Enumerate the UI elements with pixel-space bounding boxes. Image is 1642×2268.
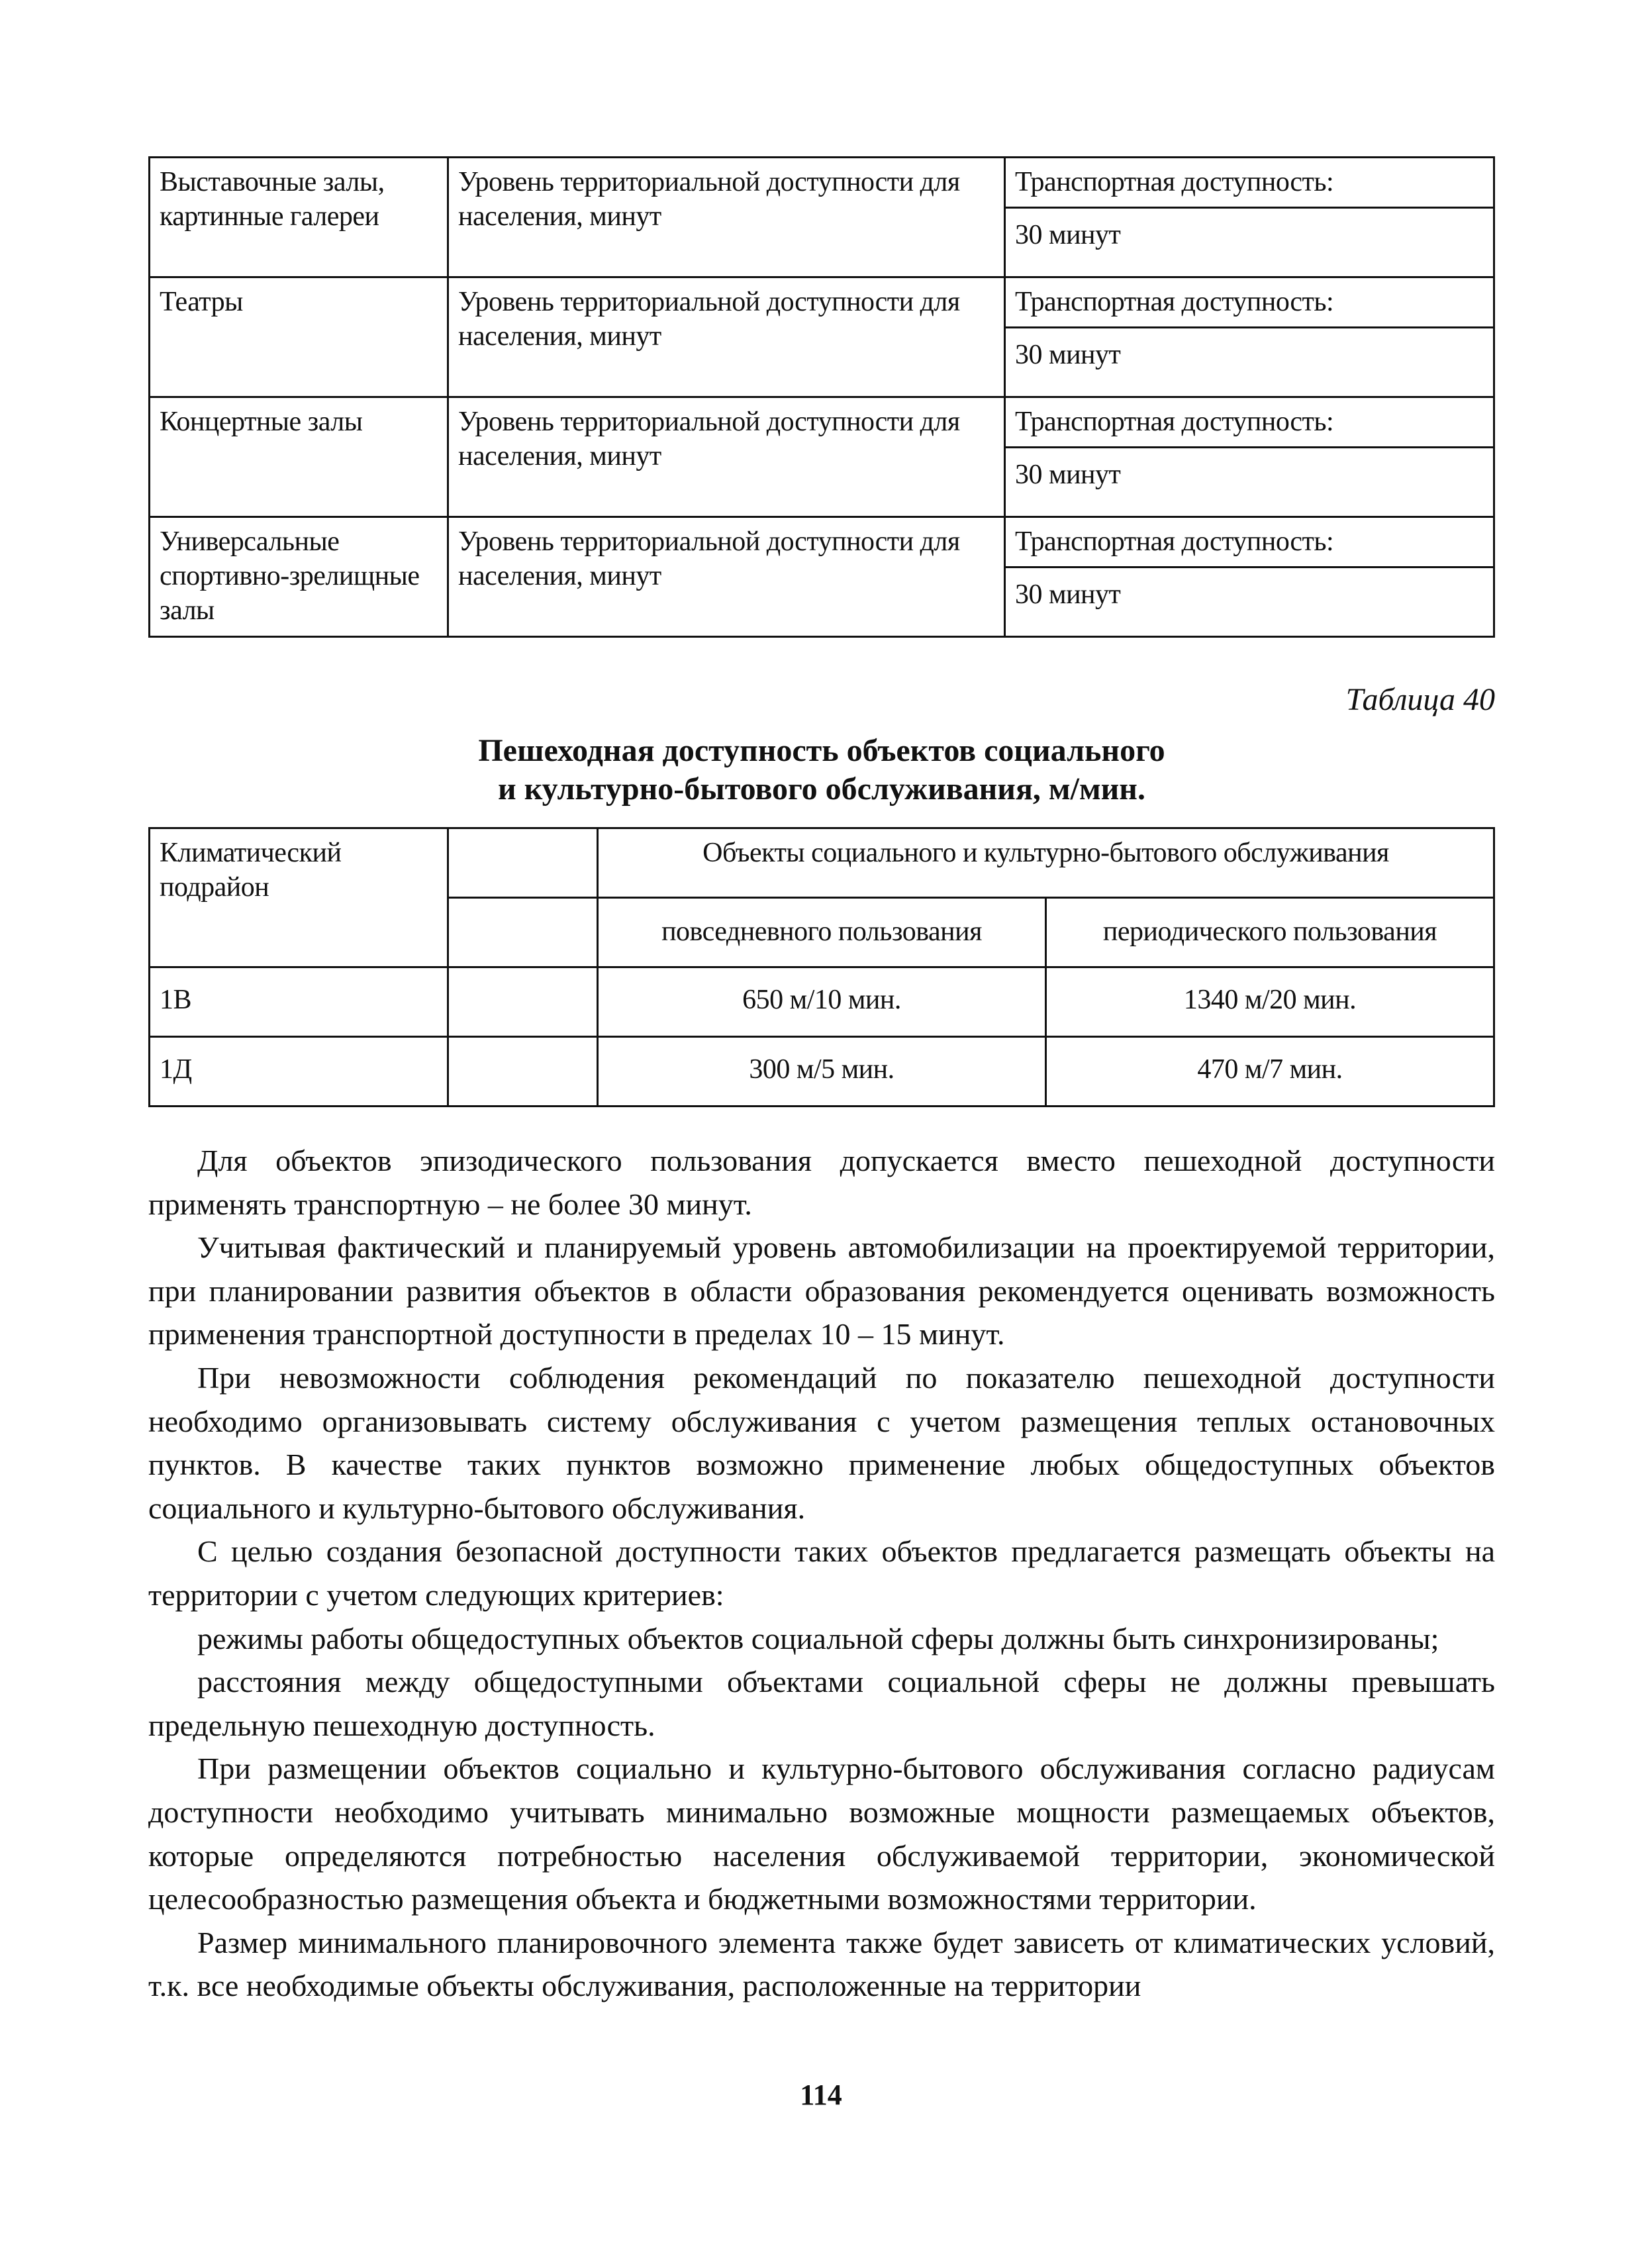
table-title-line: и культурно-бытового обслуживания, м/мин.	[498, 771, 1145, 807]
table-row	[150, 397, 1494, 448]
label-cell: Транспортная доступность:	[1005, 277, 1494, 328]
value-cell: 30 минут	[1005, 208, 1494, 277]
table-title-line: Пешеходная доступность объектов социального	[478, 733, 1165, 768]
header-blank	[448, 898, 598, 967]
daily-cell: 650 м/10 мин.	[598, 967, 1046, 1037]
table-row	[150, 967, 1494, 1037]
object-cell: Выставочные залы, картинные галереи	[150, 158, 448, 277]
paragraph: С целью создания безопасной доступности таких объектов предлагается размещать объекты на территории с учетом следующих критериев:	[148, 1534, 1495, 1612]
blank-cell	[448, 1037, 598, 1107]
accessibility-table-continued	[148, 156, 1495, 638]
header-blank	[448, 828, 598, 898]
pedestrian-accessibility-table	[148, 827, 1495, 1107]
table-row	[150, 517, 1494, 567]
periodic-cell: 1340 м/20 мин.	[1046, 967, 1494, 1037]
paragraph: режимы работы общедоступных объектов социальной сферы должны быть синхронизированы;	[197, 1621, 1439, 1655]
table-row	[150, 1037, 1494, 1107]
table-row	[150, 158, 1494, 208]
blank-cell	[448, 967, 598, 1037]
paragraph: Размер минимального планировочного элемента также будет зависеть от климатических условий, т.к. все необходимые объекты обслуживания, расположенные на территории	[148, 1925, 1495, 2003]
paragraph: расстояния между общедоступными объектами социальной сферы не должны превышать предельную пешеходную доступность.	[148, 1665, 1495, 1742]
table-caption: Таблица 40	[1345, 682, 1495, 717]
value-cell: 30 минут	[1005, 328, 1494, 397]
paragraph: Учитывая фактический и планируемый уровень автомобилизации на проектируемой территории, при планировании развития объектов в области образования рекомендуется оценивать возможность применения транспортной доступности в пределах 10 – 15 минут.	[148, 1230, 1495, 1352]
subregion-cell: 1В	[150, 967, 448, 1037]
value-cell: 30 минут	[1005, 567, 1494, 637]
periodic-cell: 470 м/7 мин.	[1046, 1037, 1494, 1107]
table-header-row	[150, 828, 1494, 898]
label-cell: Транспортная доступность:	[1005, 397, 1494, 448]
indicator-cell: Уровень территориальной доступности для населения, минут	[448, 397, 1005, 517]
paragraph: Для объектов эпизодического пользования допускается вместо пешеходной доступности применять транспортную – не более 30 минут.	[148, 1144, 1495, 1221]
object-cell: Концертные залы	[150, 397, 448, 517]
page-number: 114	[800, 2079, 842, 2111]
document-page	[148, 156, 1495, 2008]
daily-cell: 300 м/5 мин.	[598, 1037, 1046, 1107]
header-subregion: Климатический подрайон	[150, 828, 448, 967]
subregion-cell: 1Д	[150, 1037, 448, 1107]
object-cell: Театры	[150, 277, 448, 397]
indicator-cell: Уровень территориальной доступности для населения, минут	[448, 158, 1005, 277]
paragraph: При невозможности соблюдения рекомендаций по показателю пешеходной доступности необходимо организовывать систему обслуживания с учетом размещения теплых остановочных пунктов. В качестве таких пунктов возможно применение любых общедоступных объектов социального и культурно-бытового обслуживания.	[148, 1360, 1495, 1525]
value-cell: 30 минут	[1005, 448, 1494, 517]
indicator-cell: Уровень территориальной доступности для населения, минут	[448, 277, 1005, 397]
header-daily-use: повседневного пользования	[598, 898, 1046, 967]
table-row	[150, 277, 1494, 328]
paragraph: При размещении объектов социально и культурно-бытового обслуживания согласно радиусам доступности необходимо учитывать минимально возможные мощности размещаемых объектов, которые определяются потребностью населения обслуживаемой территории, экономической целесообразностью размещения объекта и бюджетными возможностями территории.	[148, 1751, 1495, 1916]
header-objects-group: Объекты социального и культурно-бытового обслуживания	[598, 828, 1494, 898]
indicator-cell: Уровень территориальной доступности для населения, минут	[448, 517, 1005, 637]
table-title	[148, 732, 1495, 809]
label-cell: Транспортная доступность:	[1005, 517, 1494, 567]
label-cell: Транспортная доступность:	[1005, 158, 1494, 208]
header-periodic-use: периодического пользования	[1046, 898, 1494, 967]
object-cell: Универсальные спортивно-зрелищные залы	[150, 517, 448, 637]
body-text	[148, 1139, 1495, 2008]
